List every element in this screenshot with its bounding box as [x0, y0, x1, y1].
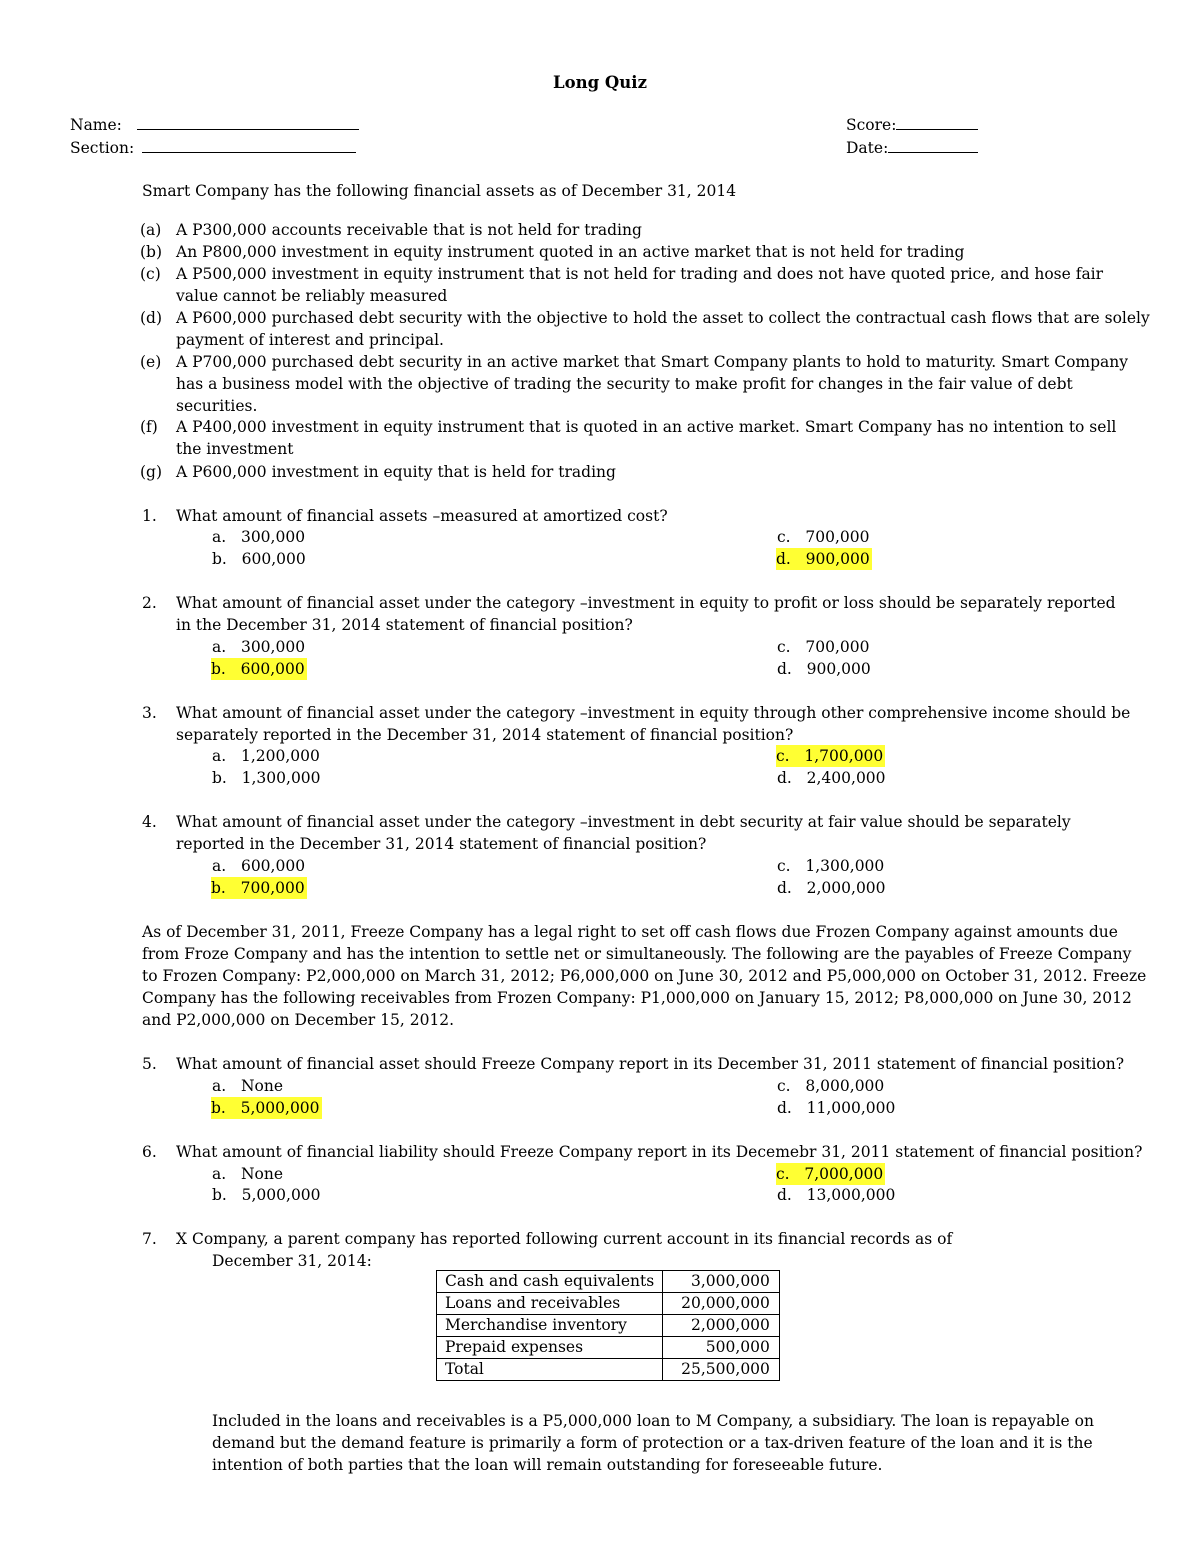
score-field [846, 114, 978, 136]
table-cell-label: Total [437, 1359, 663, 1381]
choice-c-answer[interactable]: c. 1,700,000 [776, 747, 884, 765]
question-text: What amount of financial asset should Freeze Company report in its December 31, 2011 statement of financial position? [176, 1055, 1125, 1073]
asset-letter: (f) [140, 418, 158, 436]
choice-b-answer[interactable]: b. 5,000,000 [211, 1099, 320, 1117]
choice-c[interactable]: c. 1,300,000 [777, 857, 885, 875]
choice-c[interactable]: c. 700,000 [777, 638, 870, 656]
table-cell-label: Loans and receivables [437, 1293, 663, 1315]
asset-text: An P800,000 investment in equity instrument quoted in an active market that is not held for trading [176, 243, 965, 261]
asset-letter: (e) [140, 353, 162, 371]
paragraph-line: from Froze Company and has the intention to settle net or simultaneously. The following are the payables of Freeze Company [142, 945, 1132, 963]
choice-d[interactable]: d. 13,000,000 [777, 1186, 896, 1204]
asset-letter: (d) [140, 309, 163, 327]
paragraph-line: and P2,000,000 on December 15, 2012. [142, 1011, 455, 1029]
asset-letter: (b) [140, 243, 163, 261]
choice-a[interactable]: a. 300,000 [212, 528, 306, 546]
table-row-total [437, 1359, 780, 1381]
question-text: What amount of financial asset under the category –investment in equity to profit or loss should be separately reported [176, 594, 1116, 612]
table-row [437, 1315, 780, 1337]
name-label: Name: [70, 116, 122, 134]
paragraph-line: As of December 31, 2011, Freeze Company has a legal right to set off cash flows due Frozen Company against amounts due [142, 923, 1118, 941]
asset-text-cont: value cannot be reliably measured [176, 287, 448, 305]
choice-d[interactable]: d. 11,000,000 [777, 1099, 896, 1117]
table-cell-value: 25,500,000 [663, 1359, 780, 1381]
table-cell-value: 2,000,000 [663, 1315, 780, 1337]
paragraph-line: demand but the demand feature is primarily a form of protection or a tax-driven feature of the loan and it is the [212, 1434, 1093, 1452]
paragraph-line: to Frozen Company: P2,000,000 on March 31, 2012; P6,000,000 on June 30, 2012 and P5,000,000 on October 31, 2012. Freeze [142, 967, 1147, 985]
choice-c-answer[interactable]: c. 7,000,000 [776, 1165, 884, 1183]
question-number: 6. [142, 1143, 157, 1161]
choice-b[interactable]: b. 600,000 [212, 550, 306, 568]
asset-text: A P600,000 investment in equity that is held for trading [176, 463, 616, 481]
asset-text-cont: payment of interest and principal. [176, 331, 444, 349]
asset-text-cont: has a business model with the objective of trading the security to make profit for changes in the fair value of debt [176, 375, 1073, 393]
question-number: 7. [142, 1230, 157, 1248]
table-cell-value: 20,000,000 [663, 1293, 780, 1315]
name-field [70, 114, 359, 136]
table-cell-label: Prepaid expenses [437, 1337, 663, 1359]
page-title: Long Quiz [553, 73, 647, 92]
question-text-cont: separately reported in the December 31, 2014 statement of financial position? [176, 726, 794, 744]
asset-text: A P300,000 accounts receivable that is not held for trading [176, 221, 642, 239]
current-accounts-table [436, 1270, 780, 1381]
question-number: 1. [142, 507, 157, 525]
asset-text-cont: the investment [176, 440, 294, 458]
section-field [70, 137, 356, 159]
question-text-cont: December 31, 2014: [212, 1252, 372, 1270]
choice-d[interactable]: d. 2,000,000 [777, 879, 886, 897]
table-row [437, 1271, 780, 1293]
paragraph-line: Company has the following receivables from Frozen Company: P1,000,000 on January 15, 2012; P8,000,000 on June 30, 2012 [142, 989, 1132, 1007]
table-row [437, 1337, 780, 1359]
question-text: X Company, a parent company has reported following current account in its financial records as of [176, 1230, 953, 1248]
asset-text-cont: securities. [176, 397, 258, 415]
choice-b-answer[interactable]: b. 600,000 [211, 660, 305, 678]
date-label: Date: [846, 139, 889, 157]
choice-a[interactable]: a. 600,000 [212, 857, 306, 875]
choice-b-answer[interactable]: b. 700,000 [211, 879, 305, 897]
table-cell-value: 500,000 [663, 1337, 780, 1359]
question-number: 4. [142, 813, 157, 831]
asset-text: A P400,000 investment in equity instrument that is quoted in an active market. Smart Company has no intention to sell [176, 418, 1117, 436]
question-text: What amount of financial liability should Freeze Company report in its Decemebr 31, 2011 statement of financial position? [176, 1143, 1143, 1161]
choice-c[interactable]: c. 8,000,000 [777, 1077, 885, 1095]
table-row [437, 1293, 780, 1315]
choice-b[interactable]: b. 5,000,000 [212, 1186, 321, 1204]
choice-c[interactable]: c. 700,000 [777, 528, 870, 546]
choice-a[interactable]: a. None [212, 1165, 284, 1183]
question-text-cont: in the December 31, 2014 statement of financial position? [176, 616, 633, 634]
question-text: What amount of financial asset under the category –investment in equity through other comprehensive income should be [176, 704, 1131, 722]
choice-d-answer[interactable]: d. 900,000 [776, 550, 870, 568]
table-cell-label: Cash and cash equivalents [437, 1271, 663, 1293]
question-text: What amount of financial assets –measured at amortized cost? [176, 507, 668, 525]
asset-letter: (g) [140, 463, 163, 481]
section-label: Section: [70, 139, 135, 157]
question-number: 5. [142, 1055, 157, 1073]
asset-letter: (a) [140, 221, 162, 239]
asset-text: A P500,000 investment in equity instrument that is not held for trading and does not have quoted price, and hose fair [176, 265, 1104, 283]
asset-text: A P600,000 purchased debt security with the objective to hold the asset to collect the contractual cash flows that are solely [176, 309, 1150, 327]
choice-a[interactable]: a. 300,000 [212, 638, 306, 656]
question-number: 2. [142, 594, 157, 612]
table-cell-value: 3,000,000 [663, 1271, 780, 1293]
choice-b[interactable]: b. 1,300,000 [212, 769, 321, 787]
section-blank[interactable] [142, 137, 356, 153]
score-blank[interactable] [896, 114, 978, 130]
question-number: 3. [142, 704, 157, 722]
paragraph-line: intention of both parties that the loan will remain outstanding for foreseeable future. [212, 1456, 883, 1474]
score-label: Score: [846, 116, 897, 134]
choice-a[interactable]: a. 1,200,000 [212, 747, 320, 765]
table-cell-label: Merchandise inventory [437, 1315, 663, 1337]
name-blank[interactable] [137, 114, 359, 130]
choice-d[interactable]: d. 900,000 [777, 660, 871, 678]
asset-letter: (c) [140, 265, 161, 283]
paragraph-line: Included in the loans and receivables is a P5,000,000 loan to M Company, a subsidiary. The loan is repayable on [212, 1412, 1094, 1430]
question-text: What amount of financial asset under the category –investment in debt security at fair value should be separately [176, 813, 1071, 831]
date-blank[interactable] [888, 137, 978, 153]
question-text-cont: reported in the December 31, 2014 statement of financial position? [176, 835, 707, 853]
date-field [846, 137, 978, 159]
choice-a[interactable]: a. None [212, 1077, 284, 1095]
choice-d[interactable]: d. 2,400,000 [777, 769, 886, 787]
asset-text: A P700,000 purchased debt security in an active market that Smart Company plants to hold to maturity. Smart Company [176, 353, 1129, 371]
intro-text: Smart Company has the following financial assets as of December 31, 2014 [142, 182, 737, 200]
